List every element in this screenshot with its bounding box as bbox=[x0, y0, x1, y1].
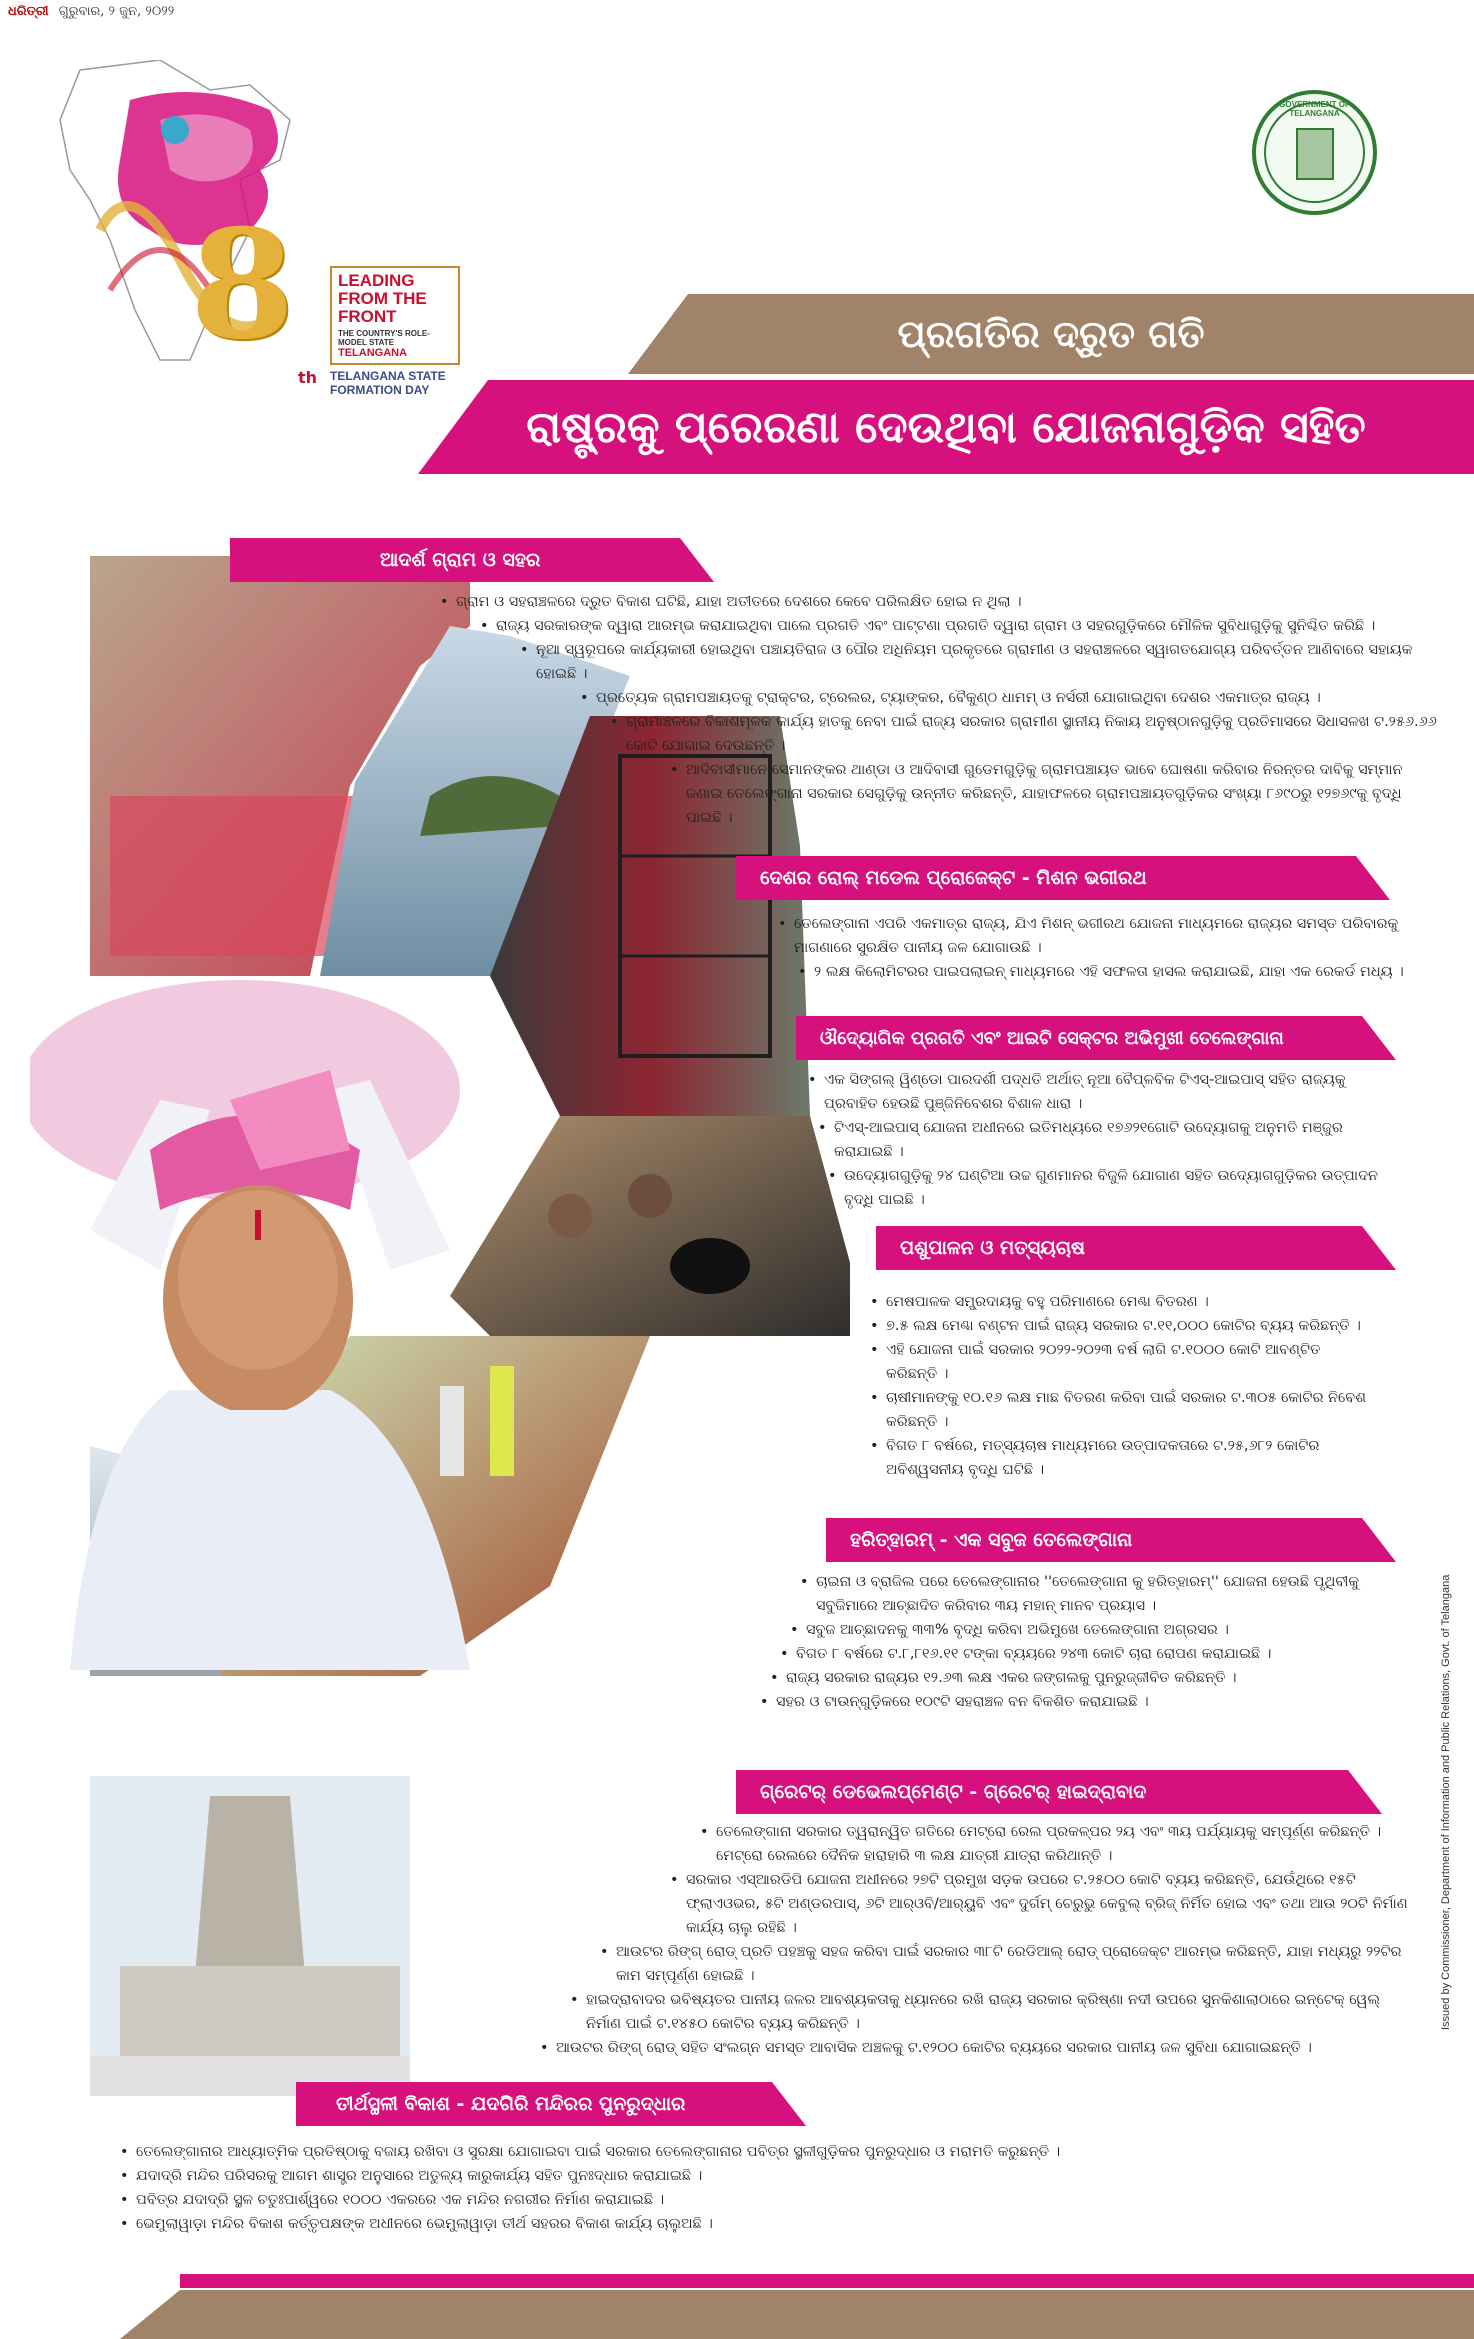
list-item: • ଚାଇନା ଓ ବ୍ରାଜିଲ ପରେ ତେଲେଙ୍ଗାନାର ''ତେଲେଙ୍ଗାନା କୁ ହରିତ୍‌ହାରମ୍'' ଯୋଜନା ହେଉଛି ପୃଥିବୀକୁ ସବୁଜିମାରେ ଆଚ୍ଛାଦିତ କରିବାର ୩ୟ ମହାନ୍ ମାନବ ପ୍ରୟାସ । bbox=[800, 1570, 1400, 1618]
section-title: ଗ୍ରେଟର୍ ଡେଭେଲପ୍‌ମେଣ୍ଟ - ଗ୍ରେଟର୍ ହାଇଦ୍ରାବାଦ bbox=[760, 1781, 1147, 1803]
list-item: • ଯଦାଦ୍ରି ମନ୍ଦିର ପରିସରକୁ ଆଗମ ଶାସ୍ତ୍ର ଅନୁସାରେ ଅତୁଳ୍ୟ କାରୁକାର୍ଯ୍ୟ ସହିତ ପୁନଃଦ୍ଧାର କରାଯାଇଛି । bbox=[120, 2164, 1400, 2188]
leading-from-front-box bbox=[330, 266, 460, 365]
logo-suffix: th bbox=[298, 368, 318, 387]
headline-top: ପ୍ରଗତିର ଦ୍ରୁତ ଗତି bbox=[897, 311, 1205, 356]
section-list-greater-hyderabad bbox=[556, 1820, 1410, 2060]
list-item: • ଆଦିବାସୀମାନେ ସେମାନଙ୍କର ଥାଣ୍ଡା ଓ ଆଦିବାସୀ ଗୁଡେମଗୁଡ଼ିକୁ ଗ୍ରାମପଞ୍ଚାୟତ ଭାବେ ଘୋଷଣା କରିବାର ନିରନ୍ତର ଦାବିକୁ ସମ୍ମାନ ଜଣାଇ ତେଲେଙ୍ଗାନା ସରକାର ସେଗୁଡ଼ିକୁ ଉନ୍ନୀତ କରିଛନ୍ତି, ଯାହାଫଳରେ ଗ୍ରାମପଞ୍ଚାୟତଗୁଡ଼ିକର ସଂଖ୍ୟା ୮୬୯୦ରୁ ୧୨୭୬୯କୁ ବୃଦ୍ଧି ପାଇଛି । bbox=[670, 758, 1440, 830]
section-list-haritha-haram bbox=[776, 1570, 1400, 1714]
state-name: TELANGANA bbox=[338, 346, 408, 359]
logo-number: 8 bbox=[190, 197, 295, 373]
leading-line-2: FROM THE bbox=[338, 288, 427, 308]
government-seal-icon bbox=[1252, 90, 1377, 215]
section-title: ଆଦର୍ଶ ଗ୍ରାମ ଓ ସହର bbox=[380, 549, 541, 571]
list-item: • ବିଗତ ୮ ବର୍ଷରେ ଟ.୮,୮୧୬.୧୧ ଟଙ୍କା ବ୍ୟୟରେ ୨୪୩ କୋଟି ଚାରା ରୋପଣ କରାଯାଇଛି । bbox=[780, 1642, 1400, 1666]
list-item: • ମେଷପାଳକ ସମ୍ପ୍ରଦାୟକୁ ବହୁ ପରିମାଣରେ ମେଣ୍ଢା ବିତରଣ । bbox=[870, 1290, 1370, 1314]
list-item: • ଗ୍ରାମାଞ୍ଚଳରେ ବିକାଶମୂଳକ କାର୍ଯ୍ୟ ହାତକୁ ନେବା ପାଇଁ ରାଜ୍ୟ ସରକାର ଗ୍ରାମୀଣ ସ୍ଥାନୀୟ ନିକାୟ ଅନୁଷ୍ଠାନଗୁଡ଼ିକୁ ପ୍ରତିମାସରେ ସିଧାସଳଖ ଟ.୨୫୬.୬୬ କୋଟି ଯୋଗାଇ ଦେଉଛନ୍ତି । bbox=[610, 710, 1440, 758]
list-item: • ନୂଆ ସ୍ୱରୂପରେ କାର୍ଯ୍ୟକାରୀ ହୋଇଥିବା ପଞ୍ଚାୟତିରାଜ ଓ ପୌର ଅଧିନିୟମ ପ୍ରକୃତରେ ଗ୍ରାମୀଣ ଓ ସହରାଞ୍ଚଳରେ ସ୍ୱାଗତଯୋଗ୍ୟ ପରିବର୍ତ୍ତନ ଆଣିବାରେ ସହାୟକ ହୋଇଛି । bbox=[520, 638, 1440, 686]
list-item: • ଏହି ଯୋଜନା ପାଇଁ ସରକାର ୨୦୨୨-୨୦୨୩ ବର୍ଷ ଲାଗି ଟ.୧୦୦୦ କୋଟି ଆବଣ୍ଟିତ କରିଛନ୍ତି । bbox=[870, 1338, 1370, 1386]
section-title: ଔଦ୍ୟୋଗିକ ପ୍ରଗତି ଏବଂ ଆଇଟି ସେକ୍ଟର ଅଭିମୁଖୀ ତେଲେଙ୍ଗାନା bbox=[820, 1027, 1284, 1049]
section-list-industrial-it bbox=[808, 1068, 1388, 1212]
paper-name: ଧରିତ୍ରୀ bbox=[8, 4, 49, 19]
section-title: ପଶୁପାଳନ ଓ ମତ୍ସ୍ୟଚାଷ bbox=[900, 1237, 1086, 1259]
section-list-model-village bbox=[440, 590, 1440, 830]
list-item: • ଆଉଟର ରିଙ୍ଗ୍ ରୋଡ୍ ସହିତ ସଂଲଗ୍ନ ସମସ୍ତ ଆବାସିକ ଅଞ୍ଚଳକୁ ଟ.୧୨୦୦ କୋଟିର ବ୍ୟୟରେ ସରକାର ପାନୀୟ ଜଳ ସୁବିଧା ଯୋଗାଇଛନ୍ତି । bbox=[540, 2036, 1410, 2060]
section-title: ହରିତ୍‌ହାରମ୍ - ଏକ ସବୁଜ ତେଲେଙ୍ଗାନା bbox=[850, 1529, 1133, 1551]
list-item: • ପବିତ୍ର ଯଦାଦ୍ରି ସ୍ଥଳ ଚତୁଃପାର୍ଶ୍ୱରେ ୧୦୦୦ ଏକରରେ ଏକ ମନ୍ଦିର ନଗରୀର ନିର୍ମାଣ କରାଯାଇଛି । bbox=[120, 2188, 1400, 2212]
section-heading-mission-bhagiratha bbox=[736, 856, 1390, 900]
list-item: • ପ୍ରତ୍ୟେକ ଗ୍ରାମପଞ୍ଚାୟତକୁ ଟ୍ରାକ୍ଟର, ଟ୍ରେଲର, ଟ୍ୟାଙ୍କର, ବୈକୁଣ୍ଠ ଧାମମ୍ ଓ ନର୍ସରୀ ଯୋଗାଇଥିବା ଦେଶର ଏକମାତ୍ର ରାଜ୍ୟ । bbox=[580, 686, 1440, 710]
list-item: • ରାଜ୍ୟ ସରକାରଙ୍କ ଦ୍ୱାରା ଆରମ୍ଭ କରାଯାଇଥିବା ପାଲେ ପ୍ରଗତି ଏବଂ ପାଟ୍ଟଣା ପ୍ରଗତି ଦ୍ୱାରା ଗ୍ରାମ ଓ ସହରଗୁଡ଼ିକରେ ମୌଳିକ ସୁବିଧାଗୁଡ଼ିକୁ ସୁନିଶ୍ଚିତ କରିଛି । bbox=[480, 614, 1440, 638]
list-item: • ଏକ ସିଙ୍ଗଲ୍ ୱିଣ୍ଡୋ ପାରଦର୍ଶୀ ପଦ୍ଧତି ଅର୍ଥାତ୍ ନୂଆ ବୈପ୍ଳବିକ ଟିଏସ୍-ଆଇପାସ୍ ସହିତ ରାଜ୍ୟକୁ ପ୍ରବାହିତ ହେଉଛି ପୁଞ୍ଜିନିବେଶର ବିଶାଳ ଧାରା । bbox=[808, 1068, 1388, 1116]
list-item: • ସରକାର ଏସ୍‌ଆରଡିପି ଯୋଜନା ଅଧୀନରେ ୨୭ଟି ପ୍ରମୁଖ ସଡ଼କ ଉପରେ ଟ.୨୫୦୦ କୋଟି ବ୍ୟୟ କରିଛନ୍ତି, ଯେଉଁଥିରେ ୧୫ଟି ଫ୍ଲାଏଓଭର, ୫ଟି ଅଣ୍ଡରପାସ୍, ୬ଟି ଆର୍‌ଓବି/ଆର୍‌ୟୁବି ଏବଂ ଦୁର୍ଗମ୍ ଚେରୁଭୁ କେବୁଲ୍ ବ୍ରିଜ୍ ନିର୍ମିତ ହୋଇ ଏବଂ ତଥା ଆଉ ୨୦ଟି ନିର୍ମାଣ କାର୍ଯ୍ୟ ଚାଲୁ ରହିଛି । bbox=[670, 1868, 1410, 1940]
footer-brown-band bbox=[120, 2290, 1474, 2339]
seal-text: GOVERNMENT OF TELANGANA bbox=[1279, 100, 1350, 118]
section-title: ତୀର୍ଥସ୍ଥଳୀ ବିକାଶ - ଯଦଗିରି ମନ୍ଦିରର ପୁନରୁଦ୍ଧାର bbox=[336, 2093, 686, 2115]
list-item: • ବିଗତ ୮ ବର୍ଷରେ, ମତ୍ସ୍ୟଚାଷ ମାଧ୍ୟମରେ ଉତ୍ପାଦକତାରେ ଟ.୨୫,୬୮୨ କୋଟିର ଅବିଶ୍ୱସନୀୟ ବୃଦ୍ଧି ଘଟିଛି । bbox=[870, 1434, 1370, 1482]
masthead bbox=[8, 4, 174, 19]
list-item: • ତେଲେଙ୍ଗାନାର ଆଧ୍ୟାତ୍ମିକ ପ୍ରତିଷ୍ଠାକୁ ବଜାୟ ରଖିବା ଓ ସୁରକ୍ଷା ଯୋଗାଇବା ପାଇଁ ସରକାର ତେଲେଙ୍ଗାନାର ପବିତ୍ର ସ୍ଥଳୀଗୁଡ଼ିକର ପୁନରୁଦ୍ଧାର ଓ ମରାମତି କରୁଛନ୍ତି । bbox=[120, 2140, 1400, 2164]
list-item: • ଆଉଟର ରିଙ୍ଗ୍ ରୋଡ୍ ପ୍ରତି ପହଞ୍ଚକୁ ସହଜ କରିବା ପାଇଁ ସରକାର ୩୮ଟି ରେଡିଆଲ୍ ରୋଡ୍ ପ୍ରୋଜେକ୍ଟ ଆରମ୍ଭ କରିଛନ୍ତି, ଯାହା ମଧ୍ୟରୁ ୨୨ଟିର କାମ ସମ୍ପୂର୍ଣ୍ଣ ହୋଇଛି । bbox=[600, 1940, 1410, 1988]
list-item: • ଭେମୁଲାୱାଡ଼ା ମନ୍ଦିର ବିକାଶ କର୍ତ୍ତୃପକ୍ଷଙ୍କ ଅଧୀନରେ ଭେମୁଲାୱାଡ଼ା ତୀର୍ଥ ସହରର ବିକାଶ କାର୍ଯ୍ୟ ଚାଲୁଅଛି । bbox=[120, 2212, 1400, 2236]
section-heading-haritha-haram bbox=[826, 1518, 1396, 1562]
leading-line-3: FRONT bbox=[338, 306, 397, 326]
formation-day-logo bbox=[40, 60, 460, 397]
formation-line-2: FORMATION DAY bbox=[330, 382, 430, 397]
section-list-pilgrimage bbox=[120, 2140, 1400, 2236]
section-heading-pilgrimage bbox=[296, 2082, 806, 2126]
section-list-mission-bhagiratha bbox=[778, 912, 1438, 984]
issue-date: ଗୁରୁବାର, ୨ ଜୁନ, ୨୦୨୨ bbox=[58, 4, 175, 19]
list-item: • ଟିଏସ୍-ଆଇପାସ୍ ଯୋଜନା ଅଧୀନରେ ଇତିମଧ୍ୟରେ ୧୭୬୨୧ଗୋଟି ଉଦ୍ୟୋଗକୁ ଅନୁମତି ମଞ୍ଜୁର କରାଯାଇଛି । bbox=[818, 1116, 1388, 1164]
list-item: • ସହର ଓ ଟାଉନ୍‌ଗୁଡ଼ିକରେ ୧୦୯ଟି ସହରାଞ୍ଚଳ ବନ ବିକଶିତ କରାଯାଇଛି । bbox=[760, 1690, 1400, 1714]
section-heading-industrial-it bbox=[796, 1016, 1396, 1060]
headline-main: ରାଷ୍ଟ୍ରକୁ ପ୍ରେରଣା ଦେଉଥିବା ଯୋଜନାଗୁଡ଼ିକ ସହିତ bbox=[526, 401, 1366, 453]
yadagiri-temple-photo bbox=[90, 1776, 410, 2096]
formation-line-1: TELANGANA STATE bbox=[330, 369, 446, 383]
section-title: ଦେଶର ରୋଲ୍ ମଡେଲ ପ୍ରୋଜେକ୍ଟ - ମିଶନ ଭଗୀରଥ bbox=[760, 867, 1147, 889]
list-item: • ରାଜ୍ୟ ସରକାର ରାଜ୍ୟର ୧୨.୬୩ ଲକ୍ଷ ଏକର ଜଙ୍ଗଲକୁ ପୁନରୁଜ୍ଜୀବିତ କରିଛନ୍ତି । bbox=[770, 1666, 1400, 1690]
list-item: • ତେଲେଙ୍ଗାନା ସରକାର ତ୍ୱରାନ୍ୱିତ ଗତିରେ ମେଟ୍ରୋ ରେଲ ପ୍ରକଳ୍ପର ୨ୟ ଏବଂ ୩ୟ ପର୍ଯ୍ୟାୟକୁ ସମ୍ପୂର୍ଣ୍ଣ କରିଛନ୍ତି । ମେଟ୍ରୋ ରେଲରେ ଦୈନିକ ହାରାହାରି ୩ ଲକ୍ଷ ଯାତ୍ରୀ ଯାତ୍ରା କରିଥାନ୍ତି । bbox=[700, 1820, 1410, 1868]
livestock-distribution-photo bbox=[450, 1116, 850, 1336]
issued-by-credit: Issued by Commissioner, Department of Information and Public Relations, Govt. of Telangana bbox=[1440, 1574, 1452, 2030]
list-item: • ସବୁଜ ଆଚ୍ଛାଦନକୁ ୩୩% ବୃଦ୍ଧି କରିବା ଅଭିମୁଖେ ତେଲେଙ୍ଗାନା ଅଗ୍ରସର । bbox=[790, 1618, 1400, 1642]
list-item: • ୭.୫ ଲକ୍ଷ ମେଣ୍ଢା ବଣ୍ଟନ ପାଇଁ ରାଜ୍ୟ ସରକାର ଟ.୧୧,୦୦୦ କୋଟିର ବ୍ୟୟ କରିଛନ୍ତି । bbox=[870, 1314, 1370, 1338]
list-item: • ଚାଷୀମାନଙ୍କୁ ୧୦.୧୬ ଲକ୍ଷ ମାଛ ବିତରଣ କରିବା ପାଇଁ ସରକାର ଟ.୩୦୫ କୋଟିର ନିବେଶ କରିଛନ୍ତି । bbox=[870, 1386, 1370, 1434]
list-item: • ତେଲେଙ୍ଗାନା ଏପରି ଏକମାତ୍ର ରାଜ୍ୟ, ଯିଏ ମିଶନ୍ ଭଗୀରଥ ଯୋଜନା ମାଧ୍ୟମରେ ରାଜ୍ୟର ସମସ୍ତ ପରିବାରକୁ ମାଗଣାରେ ସୁରକ୍ଷିତ ପାନୀୟ ଜଳ ଯୋଗାଉଛି । bbox=[778, 912, 1438, 960]
leading-line-1: LEADING bbox=[338, 271, 415, 290]
section-heading-model-village bbox=[230, 538, 714, 582]
tower-icon bbox=[1296, 128, 1334, 180]
list-item: • ହାଇଦ୍ରାବାଦର ଭବିଷ୍ୟତର ପାନୀୟ ଜଳର ଆବଶ୍ୟକତାକୁ ଧ୍ୟାନରେ ରଖି ରାଜ୍ୟ ସରକାର କ୍ରିଷ୍ଣା ନଦୀ ଉପରେ ସୁନକିଶାଲାଠାରେ ଇନ୍‌ଟେକ୍ ୱେଲ୍ ନିର୍ମାଣ ପାଇଁ ଟ.୧୪୫୦ କୋଟିର ବ୍ୟୟ କରିଛନ୍ତି । bbox=[570, 1988, 1410, 2036]
list-item: • ଗ୍ରାମ ଓ ସହରାଞ୍ଚଳରେ ଦ୍ରୁତ ବିକାଶ ଘଟିଛି, ଯାହା ଅତୀତରେ ଦେଶରେ କେବେ ପରିଲକ୍ଷିତ ହୋଇ ନ ଥିଲା । bbox=[440, 590, 1440, 614]
list-item: • ୨ ଲକ୍ଷ କିଲୋମିଟରର ପାଇପଲାଇନ୍ ମାଧ୍ୟମରେ ଏହି ସଫଳତା ହାସଲ କରାଯାଇଛି, ଯାହା ଏକ ରେକର୍ଡ ମଧ୍ୟ । bbox=[798, 960, 1438, 984]
list-item: • ଉଦ୍ୟୋଗଗୁଡ଼ିକୁ ୨୪ ଘଣ୍ଟିଆ ଉଚ୍ଚ ଗୁଣମାନର ବିଜୁଳି ଯୋଗାଣ ସହିତ ଉଦ୍ୟୋଗଗୁଡ଼ିକର ଉତ୍ପାଦନ ବୃଦ୍ଧି ପାଇଛି । bbox=[828, 1164, 1388, 1212]
section-heading-animal-fishery bbox=[876, 1226, 1396, 1270]
chief-minister-photo bbox=[30, 970, 510, 1670]
section-list-animal-fishery bbox=[870, 1290, 1370, 1482]
footer-pink-band bbox=[180, 2274, 1474, 2288]
role-model-text: THE COUNTRY'S ROLE-MODEL STATE bbox=[338, 328, 430, 347]
section-heading-greater-hyderabad bbox=[736, 1770, 1382, 1814]
